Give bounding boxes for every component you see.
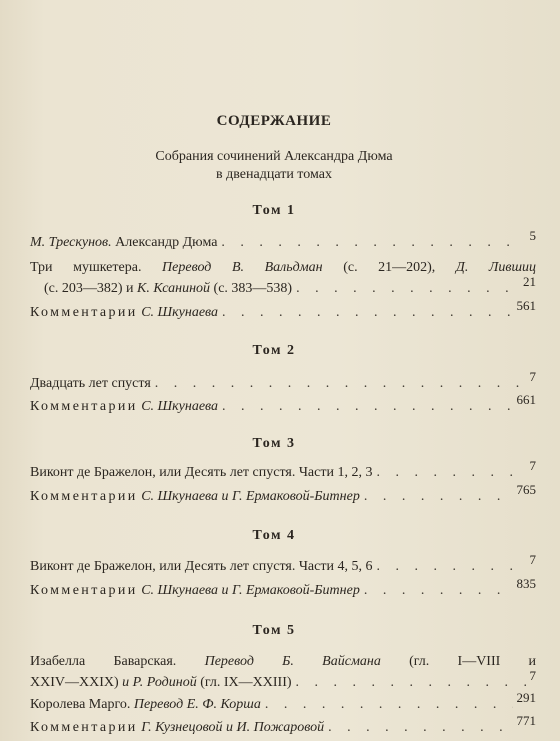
entry-title: Королева Марго. [30,697,131,712]
page-number: 835 [516,576,536,591]
toc-entry-queen-margot[interactable] [30,690,536,715]
leader-dots [222,303,512,323]
toc-entry-bragelonne-2[interactable] [30,552,536,577]
page-number: 561 [516,298,536,313]
entry-title: Три мушкетера. [30,260,142,275]
page-number: 21 [523,274,536,289]
toc-entry-commentary-vol4[interactable] [30,576,536,601]
entry-conjunction: и [122,675,130,690]
subtitle-line-2: в двенадцати томах [216,167,332,182]
entry-title: Александр Дюма [115,235,218,250]
leader-dots [376,557,525,577]
entry-title: Изабелла Баварская. [30,654,177,669]
entry-title: Виконт де Бражелон, или Десять лет спустя. Части 4, 5, 6 [30,559,373,574]
volume-4-title: Том 4 [252,528,296,543]
toc-entry-dumas-essay[interactable] [30,228,536,253]
toc-entry-three-musketeers[interactable] [30,258,536,299]
entry-translator: Д. Лившиц [455,260,537,275]
volume-1-title: Том 1 [252,203,296,218]
entry-author: С. Шкунаева [141,305,219,320]
entry-translator: Перевод Б. Вайсмана [204,654,381,669]
entry-title: Виконт де Бражелон, или Десять лет спустя. Части 1, 2, 3 [30,465,373,480]
volume-3-title: Том 3 [252,436,296,451]
entry-translator: Р. Родиной [132,675,197,690]
entry-label: Комментарии [30,720,138,735]
toc-entry-twenty-years-after[interactable] [30,369,536,394]
volume-5-title: Том 5 [252,623,296,638]
entry-label: Комментарии [30,489,138,504]
page-number: 771 [516,713,536,728]
leader-dots [221,233,525,253]
toc-entry-commentary-vol1[interactable] [30,298,536,323]
subtitle-line-1: Собрания сочинений Александра Дюма [155,149,393,164]
entry-author: М. Трескунов. [30,235,112,250]
leader-dots [328,718,512,738]
entry-author: С. Шкунаева [141,399,219,414]
entry-translator: К. Ксаниной [137,281,211,296]
leader-dots [364,581,513,601]
entry-range: (с. 21—202), [343,260,436,275]
leader-dots [296,673,526,693]
toc-entry-commentary-vol5[interactable] [30,713,536,738]
entry-range: (гл. IX—XXIII) [200,675,292,690]
collection-subtitle [0,148,548,184]
leader-dots [155,374,526,394]
page-number: 291 [516,690,536,705]
leader-dots [265,695,513,715]
volume-2-title: Том 2 [252,343,296,358]
leader-dots [296,279,519,299]
entry-label: Комментарии [30,399,138,414]
page-number: 7 [529,552,536,567]
entry-label: Комментарии [30,583,138,598]
entry-translator: Перевод Е. Ф. Корша [133,697,261,712]
leader-dots [364,487,513,507]
entry-label: Комментарии [30,305,138,320]
page-number: 765 [516,482,536,497]
entry-range: (с. 203—382) и [44,281,134,296]
leader-dots [376,463,525,483]
toc-entry-isabella[interactable] [30,652,536,693]
page-number: 5 [529,228,536,243]
toc-entry-commentary-vol3[interactable] [30,482,536,507]
leader-dots [222,397,512,417]
entry-author: С. Шкунаева и Г. Ермаковой-Битнер [141,583,360,598]
entry-author: Г. Кузнецовой и И. Пожаровой [141,720,325,735]
page-number: 661 [516,392,536,407]
entry-range: XXIV—XXIX) [30,675,119,690]
page-number: 7 [529,369,536,384]
entry-title: Двадцать лет спустя [30,376,151,391]
page-number: 7 [529,668,536,683]
entry-translator: Перевод В. Вальдман [162,260,323,275]
entry-author: С. Шкунаева и Г. Ермаковой-Битнер [141,489,360,504]
entry-range: (с. 383—538) [213,281,293,296]
page-number: 7 [529,458,536,473]
entry-range: (гл. I—VIII и [409,654,537,669]
contents-heading: СОДЕРЖАНИЕ [216,113,332,129]
toc-entry-commentary-vol2[interactable] [30,392,536,417]
toc-entry-bragelonne-1[interactable] [30,458,536,483]
